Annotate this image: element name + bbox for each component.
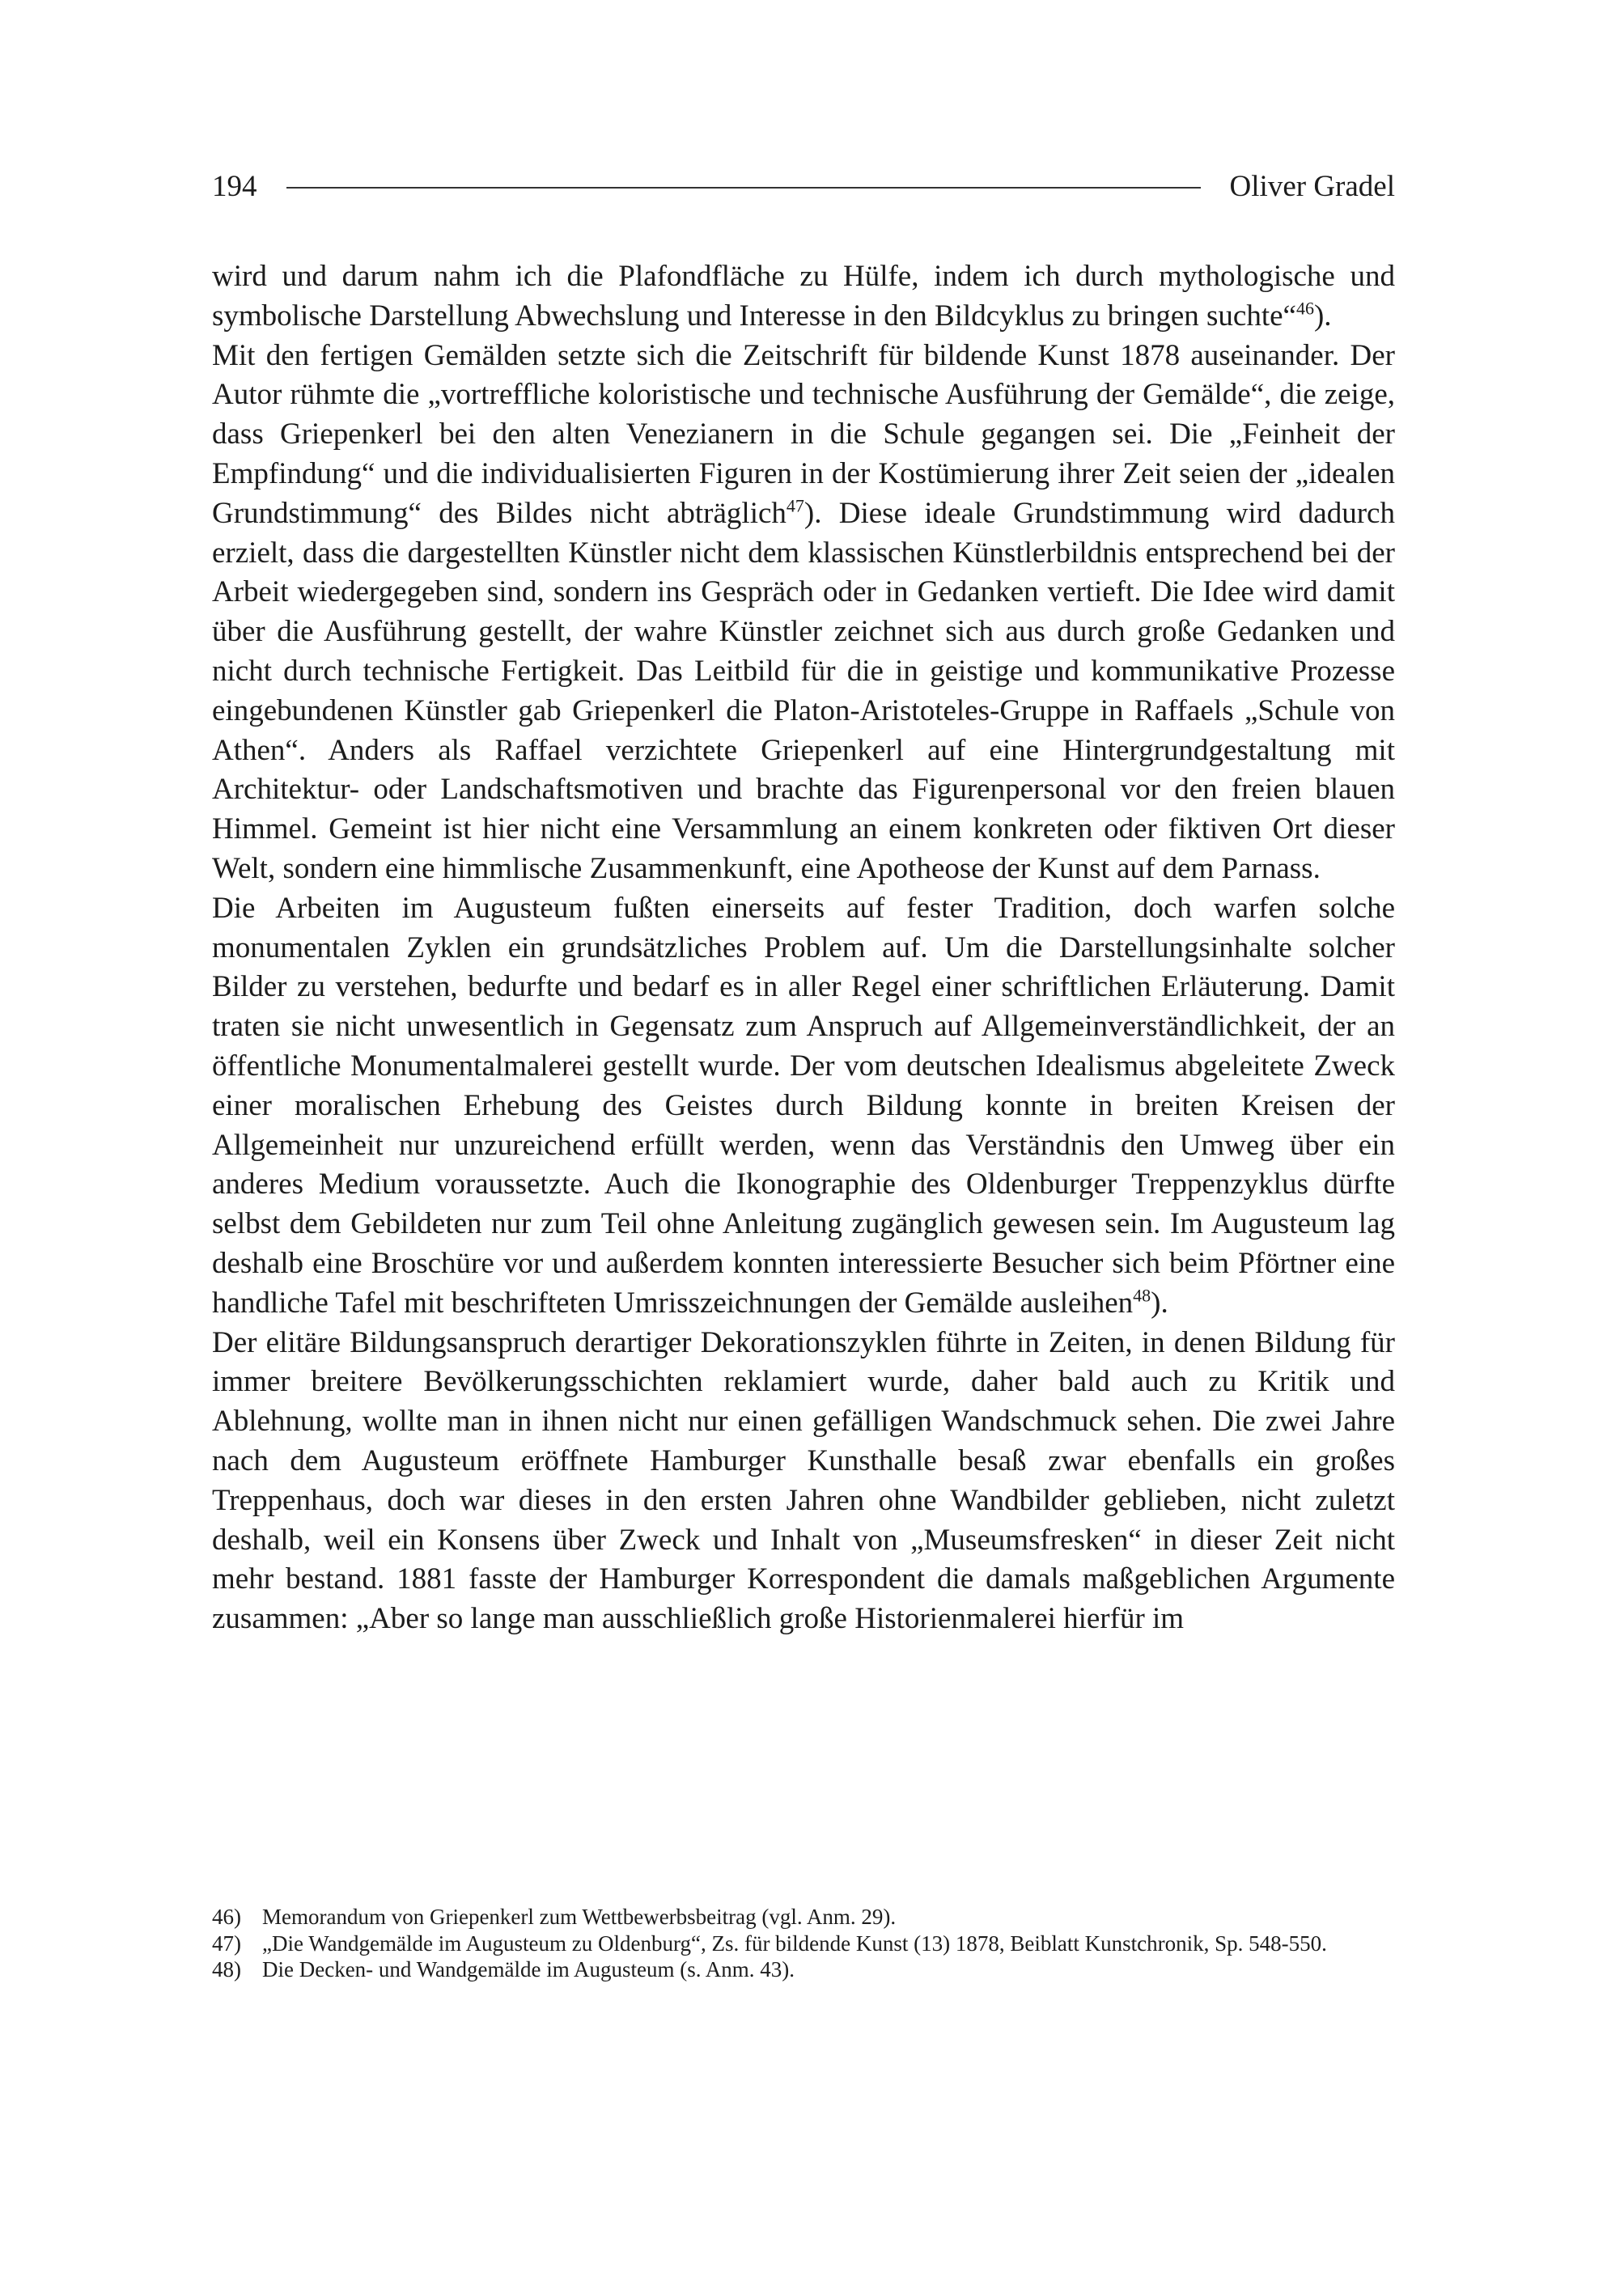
page-number: 194 bbox=[212, 169, 257, 203]
footnote bbox=[212, 1957, 1395, 1982]
paragraph-text: ). bbox=[1313, 299, 1332, 333]
paragraph-text: Die Arbeiten im Augusteum fußten einerseits auf fester Tradition, doch warfen solche monumentalen Zyklen ein grundsätzliches Problem auf. Um die Darstellungsinhalte solcher Bilder zu verstehen, bedurfte und bedarf es in aller Regel einer schriftlichen Erläuterung. Damit traten sie nicht unwesentlich in Gegensatz zum Anspruch auf Allgemeinverständlichkeit, der an öffentliche Monumentalmalerei gestellt wurde. Der vom deutschen Idealismus abgeleitete Zweck einer moralischen Erhebung des Geistes durch Bildung konnte in breiten Kreisen der Allgemeinheit nur unzureichend erfüllt werden, wenn das Verständnis den Umweg über ein anderes Medium voraussetzte. Auch die Ikonographie des Oldenburger Treppenzyklus dürfte selbst dem Gebildeten nur zum Teil ohne Anleitung zugänglich gewesen sein. Im Augusteum lag deshalb eine Broschüre vor und außerdem konnten interessierte Besucher sich beim Pförtner eine handliche Tafel mit beschrifteten Umrisszeichnungen der Gemälde ausleihen bbox=[212, 891, 1395, 1320]
paragraph bbox=[212, 889, 1395, 1324]
footnote-text: Die Decken- und Wandgemälde im Augusteum (s. Anm. 43). bbox=[262, 1957, 795, 1981]
footnote bbox=[212, 1931, 1395, 1956]
footnote-number: 46) bbox=[212, 1905, 241, 1929]
footnote-ref: 46 bbox=[1295, 298, 1314, 319]
paragraph-text: ). bbox=[1151, 1286, 1168, 1320]
paragraph-text: wird und darum nahm ich die Plafondfläche zu Hülfe, indem ich durch mythologische und symbolische Darstellung Abwechslung und Interesse in den Bildcyklus zu bringen suchte“ bbox=[212, 260, 1395, 333]
paragraph-text: Der elitäre Bildungsanspruch derartiger Dekorationszyklen führte in Zeiten, in denen Bildung für immer breitere Bevölkerungsschichten reklamiert wurde, daher bald auch zu Kritik und Ablehnung, wollte man in ihnen nicht nur einen gefälligen Wandschmuck sehen. Die zwei Jahre nach dem Augusteum eröffnete Hamburger Kunsthalle besaß zwar ebenfalls ein großes Treppenhaus, doch war dieses in den ersten Jahren ohne Wandbilder geblieben, nicht zuletzt deshalb, weil ein Konsens über Zweck und Inhalt von „Museumsfresken“ in dieser Zeit nicht mehr bestand. 1881 fasste der Hamburger Korrespondent die damals maßgeblichen Argumente zusammen: „Aber so lange man ausschließlich große Historienmalerei hierfür im bbox=[212, 1325, 1395, 1636]
running-head bbox=[212, 162, 1395, 210]
footnote-ref: 48 bbox=[1133, 1285, 1151, 1306]
running-head-author: Oliver Gradel bbox=[1229, 169, 1395, 203]
footnote-number: 47) bbox=[212, 1931, 241, 1956]
paragraph bbox=[212, 257, 1395, 337]
paragraph-text: ). Diese ideale Grundstimmung wird dadurch erzielt, dass die dargestellten Künstler nicht dem klassischen Künstlerbildnis entsprechend bei der Arbeit wiedergegeben sind, sondern ins Gespräch oder in Gedanken vertieft. Die Idee wird damit über die Ausführung gestellt, der wahre Künstler zeichnet sich aus durch große Gedanken und nicht durch technische Fertigkeit. Das Leitbild für die in geistige und kommunikative Prozesse eingebundenen Künstler gab Griepenkerl die Platon-Aristoteles-Gruppe in Raffaels „Schule von Athen“. Anders als Raffael verzichtete Griepenkerl auf eine Hintergrundgestaltung mit Architektur- oder Landschaftsmotiven und brachte das Figurenpersonal vor den freien blauen Himmel. Gemeint ist hier nicht eine Versammlung an einem konkreten oder fiktiven Ort dieser Welt, sondern eine himmlische Zusammenkunft, eine Apotheose der Kunst auf dem Parnass. bbox=[212, 496, 1395, 885]
footnote-text: „Die Wandgemälde im Augusteum zu Oldenburg“, Zs. für bildende Kunst (13) 1878, Beiblatt Kunstchronik, Sp. 548-550. bbox=[262, 1931, 1327, 1956]
header-rule bbox=[286, 187, 1201, 189]
paragraph bbox=[212, 1324, 1395, 1639]
footnote-text: Memorandum von Griepenkerl zum Wettbewerbsbeitrag (vgl. Anm. 29). bbox=[262, 1905, 897, 1929]
footnote-number: 48) bbox=[212, 1957, 241, 1981]
body-text bbox=[212, 257, 1395, 1639]
footnotes bbox=[212, 1905, 1395, 1984]
footnote bbox=[212, 1905, 1395, 1930]
paragraph bbox=[212, 337, 1395, 889]
paragraph-text: Mit den fertigen Gemälden setzte sich die Zeitschrift für bildende Kunst 1878 auseinander. Der Autor rühmte die „vortreffliche koloristische und technische Ausführung der Gemälde“, die zeige, dass Griepenkerl bei den alten Venezianern in die Schule gegangen sei. Die „Feinheit der Empfindung“ und die individualisierten Figuren in der Kostümierung ihrer Zeit seien der „idealen Grundstimmung“ des Bildes nicht abträglich bbox=[212, 338, 1395, 530]
footnote-ref: 47 bbox=[786, 495, 804, 516]
